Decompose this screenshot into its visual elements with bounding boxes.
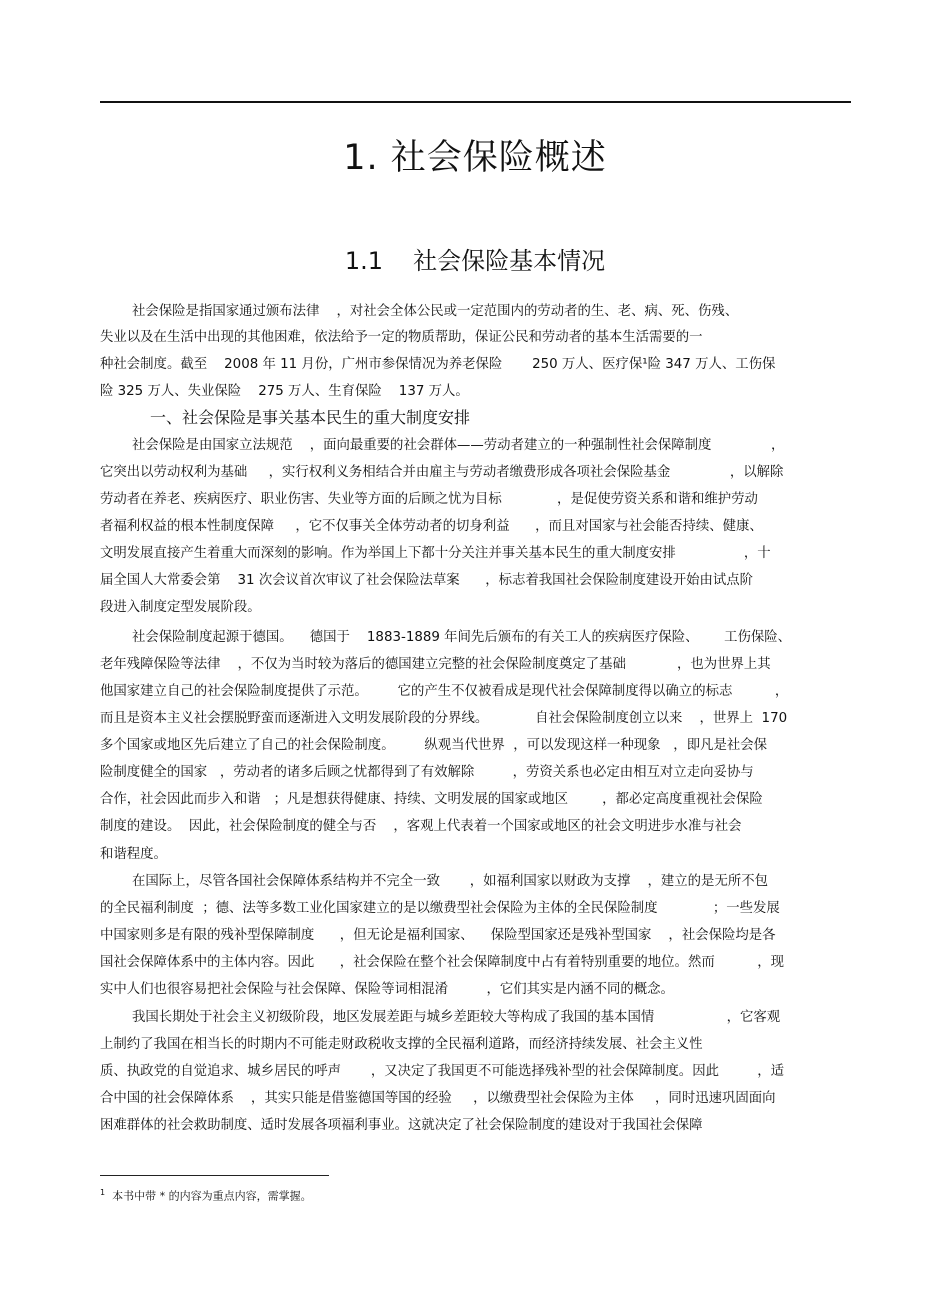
para2-line: 劳动者在养老、疾病医疗、职业伤害、失业等方面的后顾之忧为目标 ，是促使劳资关系和谐和维护劳动 — [100, 492, 758, 507]
footnote-rule — [100, 1175, 329, 1176]
para3-line: 合作，社会因此而步入和谐 ；凡是想获得健康、持续、文明发展的国家或地区 ，都必定高度重视社会保险 — [100, 792, 763, 807]
para5-line: 上制约了我国在相当长的时期内不可能走财政税收支撑的全民福利道路，而经济持续发展、社会主义性 — [100, 1037, 703, 1052]
para3-line: 制度的建设。 因此，社会保险制度的健全与否 ，客观上代表着一个国家或地区的社会文明进步水准与社会 — [100, 819, 742, 834]
footnote — [100, 1185, 312, 1205]
chapter-title: 1. 社会保险概述 — [343, 138, 607, 178]
para3-line: 社会保险制度起源于德国。 德国于 1883-1889 年间先后颁布的有关工人的疾病医疗保险、 工伤保险、 — [132, 630, 792, 645]
para3-line: 老年残障保险等法律 ，不仅为当时较为落后的德国建立完整的社会保险制度奠定了基础 ，也为世界上其 — [100, 657, 771, 672]
para1-line: 失业以及在生活中出现的其他困难，依法给予一定的物质帮助，保证公民和劳动者的基本生活需要的一 — [100, 330, 703, 345]
para3-line: 而且是资本主义社会摆脱野蛮而逐渐进入文明发展阶段的分界线。 自社会保险制度创立以来 ，世界上 170 — [100, 711, 788, 726]
footnote-text: 本书中带 * 的内容为重点内容，需掌握。 — [112, 1189, 312, 1203]
section-number: 1.1 — [344, 247, 384, 275]
para5-line: 我国长期处于社会主义初级阶段，地区发展差距与城乡差距较大等构成了我国的基本国情 ，它客观 — [132, 1010, 781, 1025]
para4-line: 中国家则多是有限的残补型保障制度 ，但无论是福利国家、 保险型国家还是残补型国家 ，社会保险均是各 — [100, 928, 776, 943]
para5-line: 困难群体的社会救助制度、适时发展各项福利事业。这就决定了社会保险制度的建设对于我国社会保障 — [100, 1118, 703, 1133]
para3-line: 和谐程度。 — [100, 847, 167, 862]
para2-line: 文明发展直接产生着重大而深刻的影响。作为举国上下都十分关注并事关基本民生的重大制度安排 ，十 — [100, 546, 771, 561]
para3-line: 险制度健全的国家 ，劳动者的诸多后顾之忧都得到了有效解除 ，劳资关系也必定由相互对立走向妥协与 — [100, 765, 754, 780]
para4-line: 实中人们也很容易把社会保险与社会保障、保险等词相混淆 ，它们其实是内涵不同的概念。 — [100, 982, 674, 997]
footnote-mark: 1 — [100, 1188, 106, 1197]
para1-line: 种社会制度。截至 2008 年 11 月份，广州市参保情况为养老保险 250 万人、医疗保¹险 347 万人、工伤保 — [100, 357, 776, 372]
para3-line: 多个国家或地区先后建立了自己的社会保险制度。 纵观当代世界 ，可以发现这样一种现象 ，即凡是社会保 — [100, 738, 768, 753]
para1-line: 险 325 万人、失业保险 275 万人、生育保险 137 万人。 — [100, 384, 469, 399]
para1-line: 社会保险是指国家通过颁布法律 ，对社会全体公民或一定范围内的劳动者的生、老、病、死、伤残、 — [132, 304, 739, 319]
subheading: 一、社会保险是事关基本民生的重大制度安排 — [150, 408, 471, 427]
section-heading: 社会保险基本情况 — [413, 247, 606, 275]
para2-line: 届全国人大常委会第 31 次会议首次审议了社会保险法草案 ，标志着我国社会保险制度建设开始由试点阶 — [100, 573, 754, 588]
top-rule — [100, 101, 851, 103]
para2-line: 者福利权益的根本性制度保障 ，它不仅事关全体劳动者的切身利益 ，而且对国家与社会能否持续、健康、 — [100, 519, 763, 534]
para3-line: 他国家建立自己的社会保险制度提供了示范。 它的产生不仅被看成是现代社会保障制度得以确立的标志 ， — [100, 684, 789, 699]
section-title — [0, 241, 950, 276]
para2-line: 段进入制度定型发展阶段。 — [100, 600, 261, 615]
para4-line: 在国际上，尽管各国社会保障体系结构并不完全一致 ，如福利国家以财政为支撑 ，建立的是无所不包 — [132, 874, 769, 889]
para2-line: 社会保险是由国家立法规范 ，面向最重要的社会群体——劳动者建立的一种强制性社会保障制度 ， — [132, 438, 785, 453]
para4-line: 国社会保障体系中的主体内容。因此 ，社会保险在整个社会保障制度中占有着特别重要的地位。然而 ，现 — [100, 955, 785, 970]
para5-line: 质、执政党的自觉追求、城乡居民的呼声 ，又决定了我国更不可能选择残补型的社会保障制度。因此 ，适 — [100, 1064, 785, 1079]
para4-line: 的全民福利制度 ；德、法等多数工业化国家建立的是以缴费型社会保险为主体的全民保险制度 ；一些发展 — [100, 901, 780, 916]
para5-line: 合中国的社会保障体系 ，其实只能是借鉴德国等国的经验 ，以缴费型社会保险为主体 ，同时迅速巩固面向 — [100, 1091, 776, 1106]
para2-line: 它突出以劳动权利为基础 ，实行权利义务相结合并由雇主与劳动者缴费形成各项社会保险基金 ，以解除 — [100, 465, 784, 480]
